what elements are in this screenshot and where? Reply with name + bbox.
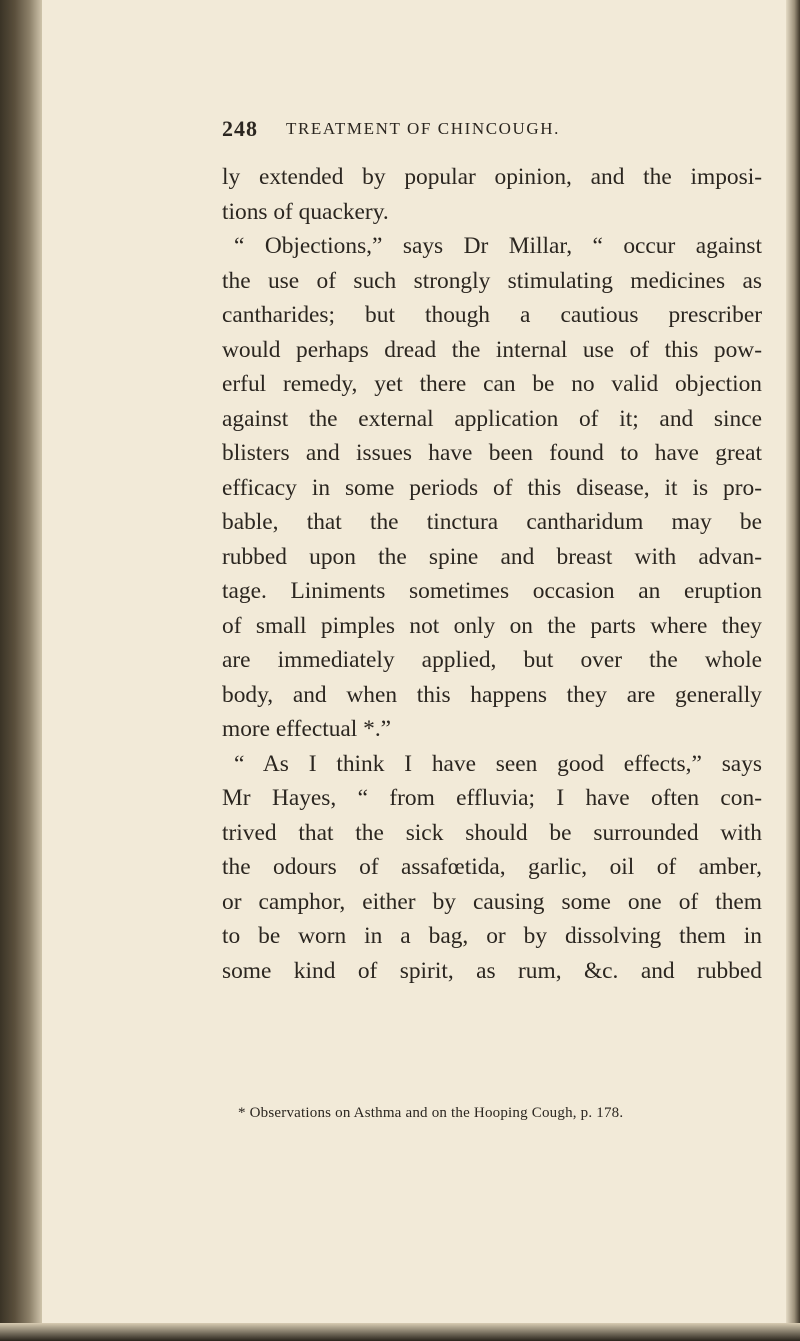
text-line: against the external application of it; and since — [222, 405, 762, 432]
text-line: erful remedy, yet there can be no valid objection — [222, 371, 762, 397]
running-head: TREATMENT OF CHINCOUGH. — [286, 119, 561, 138]
text-line: would perhaps dread the internal use of this pow- — [222, 336, 762, 363]
text-line: “ Objections,” says Dr Millar, “ occur against — [234, 233, 762, 259]
text-line: the use of such strongly stimulating medicines as — [222, 267, 762, 294]
text-line: bable, that the tinctura cantharidum may be — [222, 509, 762, 535]
text-line: the odours of assafœtida, garlic, oil of amber, — [222, 854, 762, 880]
text-line: are immediately applied, but over the whole — [222, 647, 762, 673]
footnote: * Observations on Asthma and on the Hooping Cough, p. 178. — [238, 1105, 624, 1121]
text-line: body, and when this happens they are generally — [222, 681, 762, 708]
body-text — [222, 160, 762, 988]
text-line: more effectual *.” — [222, 716, 392, 742]
page-number: 248 — [222, 116, 258, 141]
text-line: to be worn in a bag, or by dissolving them in — [222, 923, 762, 949]
binding-gutter — [0, 0, 42, 1341]
text-line: trived that the sick should be surrounded with — [222, 819, 762, 846]
text-line: efficacy in some periods of this disease, it is pro- — [222, 474, 762, 501]
text-line: some kind of spirit, as rum, &c. and rubbed — [222, 957, 762, 984]
text-line: ly extended by popular opinion, and the imposi- — [222, 164, 762, 190]
text-line: of small pimples not only on the parts where they — [222, 612, 762, 639]
text-line: tage. Liniments sometimes occasion an eruption — [222, 578, 762, 604]
text-line: rubbed upon the spine and breast with advan- — [222, 543, 762, 570]
page-header — [222, 116, 642, 146]
text-line: Mr Hayes, “ from effluvia; I have often con- — [222, 785, 762, 811]
page-edge-bottom — [0, 1323, 800, 1341]
text-line: blisters and issues have been found to have great — [222, 440, 762, 466]
text-line: or camphor, either by causing some one of them — [222, 888, 762, 915]
text-line: “ As I think I have seen good effects,” says — [234, 750, 762, 777]
text-line: tions of quackery. — [222, 198, 389, 225]
page-edge-right — [786, 0, 800, 1341]
text-line: cantharides; but though a cautious prescriber — [222, 302, 762, 328]
